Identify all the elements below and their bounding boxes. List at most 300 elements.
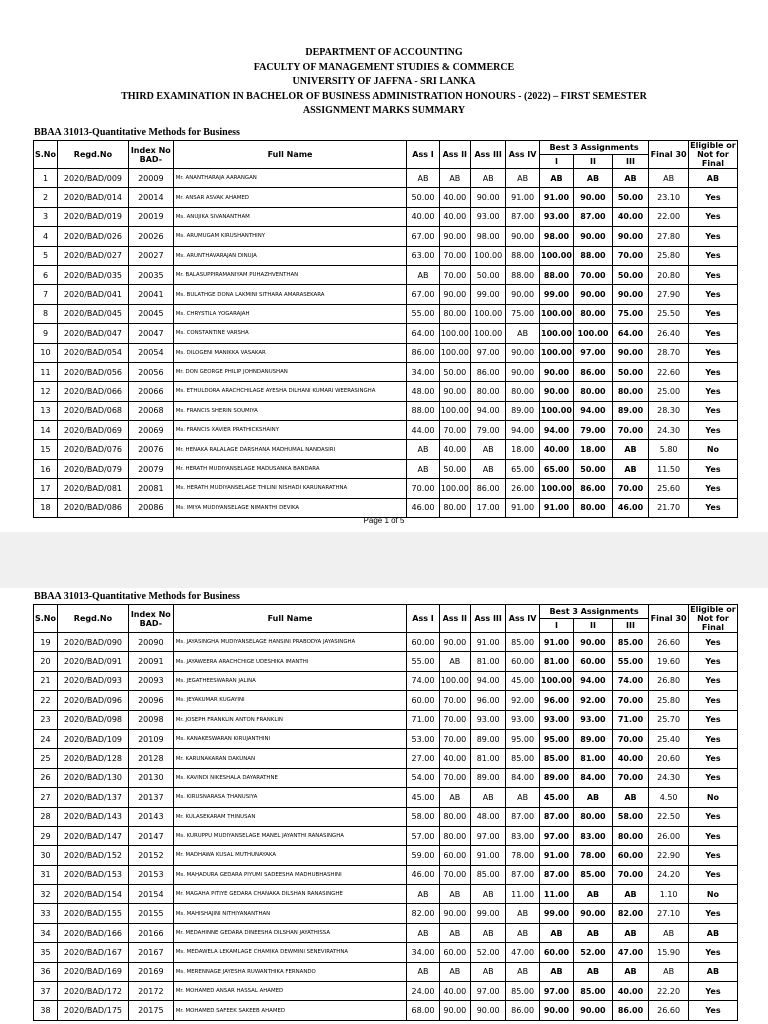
- cell-name: Ms. BULATHGE DONA LAKMINI SITHARA AMARASEKARA: [173, 285, 407, 304]
- cell-final30: 24.20: [649, 865, 689, 884]
- cell-name: Ms. CHRYSTILA YOGARAJAH: [173, 304, 407, 323]
- cell-ass2: AB: [439, 788, 470, 807]
- cell-index: 20172: [128, 982, 173, 1001]
- table-row: [34, 652, 738, 671]
- cell-index: 20056: [128, 362, 173, 381]
- cell-best-i: 85.00: [539, 749, 573, 768]
- cell-best-ii: 94.00: [574, 401, 613, 420]
- cell-best-i: AB: [539, 923, 573, 942]
- cell-ass1: 27.00: [407, 749, 439, 768]
- cell-best-ii: 52.00: [574, 943, 613, 962]
- table-row: [34, 498, 738, 517]
- cell-final30: 26.60: [649, 633, 689, 652]
- cell-name: Ms. CONSTANTINE VARSHA: [173, 324, 407, 343]
- cell-sno: 33: [34, 904, 58, 923]
- cell-eligible: Yes: [688, 1001, 737, 1020]
- cell-sno: 26: [34, 768, 58, 787]
- table-row: [34, 962, 738, 981]
- table-row: [34, 749, 738, 768]
- cell-best-ii: AB: [574, 962, 613, 981]
- cell-ass1: 88.00: [407, 401, 439, 420]
- cell-index: 20109: [128, 729, 173, 748]
- cell-name: Ms. FRANCIS SHERIN SOUMIYA: [173, 401, 407, 420]
- cell-ass1: 53.00: [407, 729, 439, 748]
- table-row: [34, 382, 738, 401]
- cell-final30: 24.30: [649, 768, 689, 787]
- cell-final30: 26.00: [649, 826, 689, 845]
- cell-best-iii: AB: [612, 459, 649, 478]
- cell-regd: 2020/BAD/098: [57, 710, 128, 729]
- cell-name: Ms. MERENNAGE JAYESHA RUWANTHIKA FERNANDO: [173, 962, 407, 981]
- cell-sno: 7: [34, 285, 58, 304]
- cell-ass3: 100.00: [470, 246, 505, 265]
- cell-best-i: 60.00: [539, 943, 573, 962]
- cell-best-ii: 88.00: [574, 246, 613, 265]
- col-best-i: I: [539, 619, 573, 633]
- cell-eligible: Yes: [688, 768, 737, 787]
- cell-eligible: Yes: [688, 459, 737, 478]
- cell-best-iii: 70.00: [612, 768, 649, 787]
- cell-sno: 34: [34, 923, 58, 942]
- cell-ass1: 74.00: [407, 671, 439, 690]
- cell-ass4: 84.00: [506, 768, 539, 787]
- cell-name: Ms. JEYAKUMAR KUGAYINI: [173, 691, 407, 710]
- cell-eligible: AB: [688, 962, 737, 981]
- cell-name: Mr. DON GEORGE PHILIP JOHNDANUSHAN: [173, 362, 407, 381]
- cell-sno: 35: [34, 943, 58, 962]
- cell-ass4: 90.00: [506, 227, 539, 246]
- table-row: [34, 982, 738, 1001]
- cell-ass4: 60.00: [506, 652, 539, 671]
- cell-eligible: Yes: [688, 904, 737, 923]
- cell-ass4: 90.00: [506, 285, 539, 304]
- cell-regd: 2020/BAD/019: [57, 207, 128, 226]
- cell-best-iii: 86.00: [612, 1001, 649, 1020]
- cell-eligible: Yes: [688, 671, 737, 690]
- cell-sno: 6: [34, 265, 58, 284]
- cell-name: Mr. KARUNAKARAN DAKUNAN: [173, 749, 407, 768]
- cell-index: 20069: [128, 421, 173, 440]
- cell-best-iii: 50.00: [612, 362, 649, 381]
- table-row: [34, 421, 738, 440]
- cell-index: 20096: [128, 691, 173, 710]
- cell-name: Ms. ARUNTHAVARAJAN DINUJA: [173, 246, 407, 265]
- cell-regd: 2020/BAD/069: [57, 421, 128, 440]
- cell-name: Ms. FRANCIS XAVIER PRATHICKSHAINY: [173, 421, 407, 440]
- cell-ass2: 80.00: [439, 304, 470, 323]
- cell-regd: 2020/BAD/045: [57, 304, 128, 323]
- cell-ass4: 89.00: [506, 401, 539, 420]
- cell-ass3: 86.00: [470, 479, 505, 498]
- cell-ass4: 88.00: [506, 265, 539, 284]
- cell-eligible: Yes: [688, 633, 737, 652]
- cell-best-ii: 87.00: [574, 207, 613, 226]
- cell-ass1: 57.00: [407, 826, 439, 845]
- cell-index: 20152: [128, 846, 173, 865]
- cell-eligible: No: [688, 885, 737, 904]
- table-row: [34, 671, 738, 690]
- cell-ass1: 67.00: [407, 227, 439, 246]
- cell-final30: 25.40: [649, 729, 689, 748]
- cell-best-ii: 80.00: [574, 807, 613, 826]
- cell-index: 20026: [128, 227, 173, 246]
- cell-best-iii: 40.00: [612, 749, 649, 768]
- cell-ass1: AB: [407, 169, 439, 188]
- cell-ass3: AB: [470, 962, 505, 981]
- cell-name: Ms. JAYASINGHA MUDIYANSELAGE HANSINI PRABODYA JAYASINGHA: [173, 633, 407, 652]
- faculty-line: FACULTY OF MANAGEMENT STUDIES & COMMERCE: [253, 61, 515, 73]
- cell-ass1: 40.00: [407, 207, 439, 226]
- cell-final30: 28.30: [649, 401, 689, 420]
- cell-best-i: 89.00: [539, 768, 573, 787]
- cell-final30: 5.80: [649, 440, 689, 459]
- cell-ass3: 93.00: [470, 207, 505, 226]
- col-sno: S.No: [34, 605, 58, 633]
- cell-ass3: 85.00: [470, 865, 505, 884]
- cell-ass1: 70.00: [407, 479, 439, 498]
- cell-ass2: 80.00: [439, 807, 470, 826]
- col-best-iii: III: [612, 619, 649, 633]
- cell-ass3: 89.00: [470, 729, 505, 748]
- cell-name: Mr. MAGAHA PITIYE GEDARA CHANAKA DILSHAN RANASINGHE: [173, 885, 407, 904]
- cell-best-iii: AB: [612, 788, 649, 807]
- cell-ass2: 90.00: [439, 285, 470, 304]
- cell-regd: 2020/BAD/167: [57, 943, 128, 962]
- cell-eligible: Yes: [688, 401, 737, 420]
- cell-index: 20154: [128, 885, 173, 904]
- cell-ass2: 70.00: [439, 768, 470, 787]
- cell-eligible: Yes: [688, 943, 737, 962]
- cell-sno: 10: [34, 343, 58, 362]
- cell-ass3: 100.00: [470, 324, 505, 343]
- cell-final30: 25.80: [649, 691, 689, 710]
- cell-ass3: 90.00: [470, 1001, 505, 1020]
- col-ass1: Ass I: [407, 605, 439, 633]
- cell-ass3: 52.00: [470, 943, 505, 962]
- cell-best-ii: 60.00: [574, 652, 613, 671]
- cell-ass4: 18.00: [506, 440, 539, 459]
- cell-sno: 36: [34, 962, 58, 981]
- cell-best-iii: AB: [612, 962, 649, 981]
- table-row: [34, 826, 738, 845]
- university-line: UNIVERSITY OF JAFFNA - SRI LANKA: [292, 76, 476, 87]
- cell-best-i: 98.00: [539, 227, 573, 246]
- cell-eligible: Yes: [688, 982, 737, 1001]
- cell-name: Ms. ETHULDORA ARACHCHILAGE AYESHA DILHANI KUMARI WEERASINGHA: [173, 382, 407, 401]
- cell-index: 20076: [128, 440, 173, 459]
- cell-best-i: 100.00: [539, 671, 573, 690]
- cell-best-ii: 86.00: [574, 479, 613, 498]
- cell-regd: 2020/BAD/086: [57, 498, 128, 517]
- cell-best-ii: 80.00: [574, 498, 613, 517]
- cell-ass2: 40.00: [439, 207, 470, 226]
- cell-eligible: No: [688, 440, 737, 459]
- col-final30: Final 30: [649, 605, 689, 633]
- table-row: [34, 343, 738, 362]
- cell-ass1: AB: [407, 885, 439, 904]
- cell-ass2: 70.00: [439, 865, 470, 884]
- cell-ass2: 100.00: [439, 343, 470, 362]
- cell-best-ii: 18.00: [574, 440, 613, 459]
- cell-ass3: 81.00: [470, 749, 505, 768]
- cell-best-ii: 90.00: [574, 633, 613, 652]
- cell-sno: 31: [34, 865, 58, 884]
- table-row: [34, 633, 738, 652]
- cell-ass3: 81.00: [470, 652, 505, 671]
- table-row: [34, 1001, 738, 1020]
- cell-sno: 18: [34, 498, 58, 517]
- cell-name: Ms. KIRUSNARASA THANUSIYA: [173, 788, 407, 807]
- table-row: [34, 943, 738, 962]
- cell-ass4: 11.00: [506, 885, 539, 904]
- cell-ass4: AB: [506, 904, 539, 923]
- cell-ass4: 47.00: [506, 943, 539, 962]
- cell-ass4: 87.00: [506, 807, 539, 826]
- cell-final30: 27.80: [649, 227, 689, 246]
- cell-ass1: 60.00: [407, 691, 439, 710]
- cell-regd: 2020/BAD/081: [57, 479, 128, 498]
- cell-eligible: Yes: [688, 188, 737, 207]
- cell-sno: 12: [34, 382, 58, 401]
- cell-ass3: AB: [470, 459, 505, 478]
- col-index: Index No BAD-: [128, 141, 173, 169]
- cell-ass1: AB: [407, 962, 439, 981]
- cell-index: 20090: [128, 633, 173, 652]
- cell-ass3: 97.00: [470, 982, 505, 1001]
- cell-sno: 21: [34, 671, 58, 690]
- cell-ass2: 70.00: [439, 729, 470, 748]
- cell-best-i: AB: [539, 962, 573, 981]
- cell-index: 20054: [128, 343, 173, 362]
- cell-final30: 27.10: [649, 904, 689, 923]
- cell-ass4: 45.00: [506, 671, 539, 690]
- cell-best-ii: 70.00: [574, 265, 613, 284]
- cell-ass2: 90.00: [439, 1001, 470, 1020]
- col-name: Full Name: [173, 605, 407, 633]
- cell-index: 20137: [128, 788, 173, 807]
- cell-regd: 2020/BAD/027: [57, 246, 128, 265]
- cell-eligible: Yes: [688, 865, 737, 884]
- cell-ass3: 97.00: [470, 826, 505, 845]
- cell-ass2: 90.00: [439, 227, 470, 246]
- cell-best-iii: 75.00: [612, 304, 649, 323]
- cell-regd: 2020/BAD/137: [57, 788, 128, 807]
- cell-best-iii: 85.00: [612, 633, 649, 652]
- cell-ass2: 70.00: [439, 710, 470, 729]
- cell-ass4: 88.00: [506, 246, 539, 265]
- cell-ass1: 24.00: [407, 982, 439, 1001]
- cell-index: 20169: [128, 962, 173, 981]
- cell-best-iii: 60.00: [612, 846, 649, 865]
- cell-best-iii: AB: [612, 440, 649, 459]
- cell-best-i: 88.00: [539, 265, 573, 284]
- table-row: [34, 304, 738, 323]
- cell-ass3: 99.00: [470, 285, 505, 304]
- cell-eligible: Yes: [688, 498, 737, 517]
- table-row: [34, 207, 738, 226]
- cell-ass3: 100.00: [470, 304, 505, 323]
- cell-ass2: 60.00: [439, 943, 470, 962]
- cell-ass4: 78.00: [506, 846, 539, 865]
- cell-best-i: 11.00: [539, 885, 573, 904]
- cell-ass3: 99.00: [470, 904, 505, 923]
- table-row: [34, 285, 738, 304]
- table-row: [34, 362, 738, 381]
- cell-best-iii: 71.00: [612, 710, 649, 729]
- cell-best-i: 91.00: [539, 633, 573, 652]
- table-body-page-2: [34, 633, 738, 1021]
- cell-ass3: AB: [470, 885, 505, 904]
- cell-regd: 2020/BAD/026: [57, 227, 128, 246]
- cell-name: Ms. KAVINDI NIKESHALA DAYARATHNE: [173, 768, 407, 787]
- cell-final30: 22.20: [649, 982, 689, 1001]
- cell-ass4: 26.00: [506, 479, 539, 498]
- cell-best-iii: 50.00: [612, 265, 649, 284]
- cell-eligible: Yes: [688, 729, 737, 748]
- cell-ass3: 80.00: [470, 382, 505, 401]
- cell-index: 20041: [128, 285, 173, 304]
- cell-final30: AB: [649, 169, 689, 188]
- table-row: [34, 768, 738, 787]
- cell-index: 20079: [128, 459, 173, 478]
- cell-best-ii: 80.00: [574, 304, 613, 323]
- cell-ass4: 92.00: [506, 691, 539, 710]
- cell-sno: 28: [34, 807, 58, 826]
- cell-index: 20128: [128, 749, 173, 768]
- cell-best-i: 95.00: [539, 729, 573, 748]
- cell-best-i: 100.00: [539, 304, 573, 323]
- cell-index: 20175: [128, 1001, 173, 1020]
- cell-ass3: 48.00: [470, 807, 505, 826]
- cell-eligible: No: [688, 788, 737, 807]
- cell-best-ii: 80.00: [574, 382, 613, 401]
- cell-final30: 15.90: [649, 943, 689, 962]
- cell-best-ii: 81.00: [574, 749, 613, 768]
- cell-best-iii: 70.00: [612, 479, 649, 498]
- cell-ass3: 17.00: [470, 498, 505, 517]
- cell-sno: 30: [34, 846, 58, 865]
- cell-sno: 11: [34, 362, 58, 381]
- cell-best-ii: 78.00: [574, 846, 613, 865]
- cell-ass3: AB: [470, 440, 505, 459]
- cell-ass3: 93.00: [470, 710, 505, 729]
- col-ass3: Ass III: [470, 141, 505, 169]
- col-ass3: Ass III: [470, 605, 505, 633]
- cell-ass3: 89.00: [470, 768, 505, 787]
- cell-ass2: 100.00: [439, 671, 470, 690]
- cell-eligible: Yes: [688, 246, 737, 265]
- table-row: [34, 865, 738, 884]
- cell-best-iii: 89.00: [612, 401, 649, 420]
- cell-ass1: 71.00: [407, 710, 439, 729]
- cell-regd: 2020/BAD/109: [57, 729, 128, 748]
- page-footer: Page 1 of 5: [363, 516, 405, 525]
- cell-ass3: 94.00: [470, 401, 505, 420]
- cell-ass2: AB: [439, 169, 470, 188]
- page-separator: [0, 532, 768, 588]
- cell-ass1: AB: [407, 440, 439, 459]
- cell-index: 20153: [128, 865, 173, 884]
- cell-ass4: AB: [506, 962, 539, 981]
- table-row: [34, 923, 738, 942]
- cell-ass1: 55.00: [407, 652, 439, 671]
- cell-final30: 22.60: [649, 362, 689, 381]
- cell-ass2: 60.00: [439, 846, 470, 865]
- cell-eligible: Yes: [688, 479, 737, 498]
- table-row: [34, 227, 738, 246]
- cell-best-iii: 80.00: [612, 826, 649, 845]
- cell-sno: 13: [34, 401, 58, 420]
- cell-name: Ms. JEGATHEESWARAN JALINA: [173, 671, 407, 690]
- cell-best-ii: 92.00: [574, 691, 613, 710]
- col-final30: Final 30: [649, 141, 689, 169]
- cell-eligible: Yes: [688, 265, 737, 284]
- cell-final30: 11.50: [649, 459, 689, 478]
- col-eligible: Eligible or Not for Final: [690, 605, 736, 632]
- cell-name: Mr. BALASUPPIRAMANIYAM PUHAZHVENTHAN: [173, 265, 407, 284]
- cell-best-i: 91.00: [539, 846, 573, 865]
- cell-sno: 9: [34, 324, 58, 343]
- cell-best-ii: 85.00: [574, 865, 613, 884]
- cell-sno: 15: [34, 440, 58, 459]
- cell-regd: 2020/BAD/155: [57, 904, 128, 923]
- cell-regd: 2020/BAD/035: [57, 265, 128, 284]
- cell-ass2: AB: [439, 652, 470, 671]
- cell-regd: 2020/BAD/076: [57, 440, 128, 459]
- cell-final30: 25.80: [649, 246, 689, 265]
- cell-regd: 2020/BAD/154: [57, 885, 128, 904]
- cell-best-iii: 47.00: [612, 943, 649, 962]
- cell-ass2: AB: [439, 962, 470, 981]
- cell-ass2: 90.00: [439, 633, 470, 652]
- table-row: [34, 401, 738, 420]
- cell-ass1: 64.00: [407, 324, 439, 343]
- cell-ass1: 45.00: [407, 788, 439, 807]
- cell-best-ii: 94.00: [574, 671, 613, 690]
- cell-sno: 29: [34, 826, 58, 845]
- cell-index: 20014: [128, 188, 173, 207]
- cell-final30: 21.70: [649, 498, 689, 517]
- cell-final30: 22.00: [649, 207, 689, 226]
- cell-regd: 2020/BAD/068: [57, 401, 128, 420]
- table-row: [34, 440, 738, 459]
- cell-final30: 22.50: [649, 807, 689, 826]
- cell-ass1: 86.00: [407, 343, 439, 362]
- cell-ass2: 80.00: [439, 498, 470, 517]
- cell-name: Mr. KULASEKARAM THINUSAN: [173, 807, 407, 826]
- cell-ass4: 85.00: [506, 982, 539, 1001]
- cell-ass4: 80.00: [506, 382, 539, 401]
- col-regd: Regd.No: [57, 141, 128, 169]
- cell-name: Mr. MEDAHINNE GEDARA DINEESHA DILSHAN JAYATHISSA: [173, 923, 407, 942]
- cell-ass1: 46.00: [407, 498, 439, 517]
- course-title: BBAA 31013-Quantitative Methods for Business: [34, 127, 240, 138]
- cell-ass3: AB: [470, 923, 505, 942]
- cell-name: Mr. JOSEPH FRANKLIN ANTON FRANKLIN: [173, 710, 407, 729]
- cell-regd: 2020/BAD/047: [57, 324, 128, 343]
- col-ass2: Ass II: [439, 141, 470, 169]
- cell-name: Ms. ARUMUGAM KIRUSHANTHINY: [173, 227, 407, 246]
- cell-best-iii: 70.00: [612, 865, 649, 884]
- cell-regd: 2020/BAD/153: [57, 865, 128, 884]
- document-header: [0, 46, 768, 119]
- cell-name: Mr. ANSAR ASVAK AHAMED: [173, 188, 407, 207]
- cell-best-iii: AB: [612, 169, 649, 188]
- cell-ass3: 90.00: [470, 188, 505, 207]
- cell-name: Mr. HENAKA RALALAGE DARSHANA MADHUMAL NANDASIRI: [173, 440, 407, 459]
- cell-regd: 2020/BAD/093: [57, 671, 128, 690]
- cell-best-ii: 85.00: [574, 982, 613, 1001]
